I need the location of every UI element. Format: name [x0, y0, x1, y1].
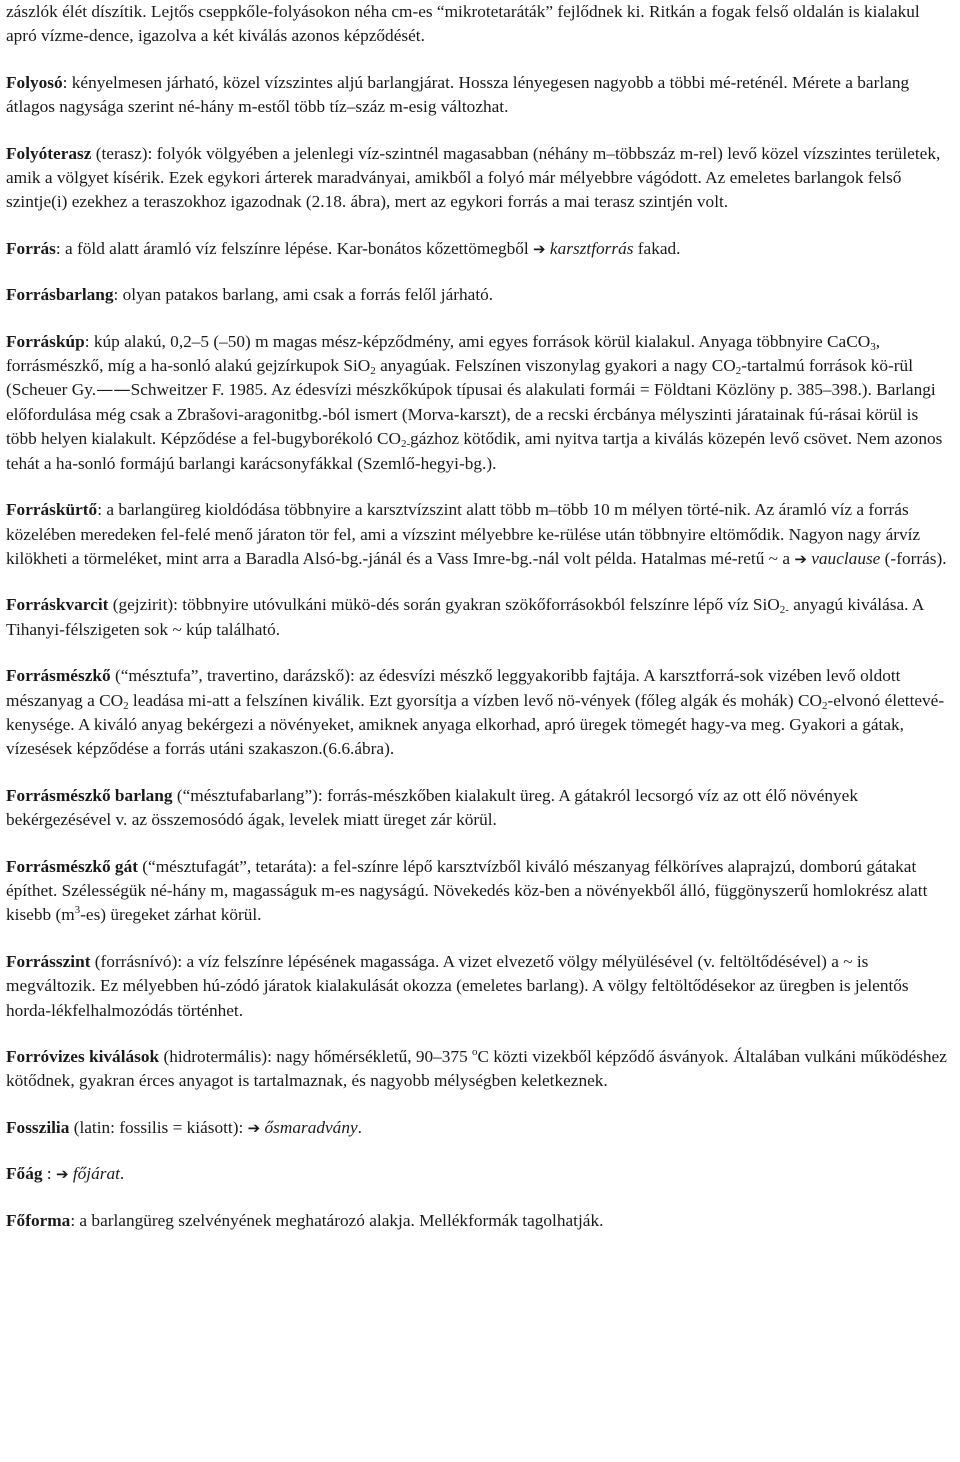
entry-text: (latin: fossilis = kiásott):	[69, 1117, 248, 1137]
entry-term: Folyóterasz	[6, 143, 92, 163]
entry-term: Fosszilia	[6, 1117, 70, 1137]
entry-term: Folyosó	[6, 72, 63, 92]
entry-text: : kúp alakú, 0,2–5 (–50) m magas mész-képződmény, ami egyes források körül kialakul. Anyaga többnyire CaCO	[84, 331, 871, 351]
entry-text: Schweitzer F. 1985. Az édesvízi mészkőkúpok típusai és alakulati formái = Földtani Közlöny p. 385–398.). Barlangi előfordulása még csak a Zbrašovi-aragonitbg.-ból ismert (Morva-karszt), de a recski ércbánya mélyszinti járatainak fú-rásai körül is több helyen kialakult. Képződése a fel-bugyborékoló CO	[6, 380, 936, 449]
document-page	[6, 0, 950, 1233]
entry-tail: fakad.	[633, 238, 681, 258]
entry-forraskup	[6, 330, 950, 476]
entry-forrasbarlang	[6, 283, 950, 307]
entry-text: (gejzirit): többnyire utóvulkáni mükö-dés során gyakran szökőforrásokból felszínre lépő víz SiO	[108, 595, 780, 615]
cross-reference: vauclause	[811, 548, 881, 568]
entry-term: Forrásbarlang	[6, 285, 114, 305]
cross-reference: karsztforrás	[549, 238, 634, 258]
entry-text: (terasz): folyók völgyében a jelenlegi víz-szintnél magasabban (néhány m–többszáz m-rel) levő közel vízszintes területek, amik a völgyet kísérik. Ezek egykori árterek maradványai, amikből a folyó már mélyebbre vágódott. Az emeletes barlangok felső szintje(i) ezekhez a teraszokhoz igazodnak (2.18. ábra), mert az egykori forrás a mai terasz szintjén volt.	[6, 143, 941, 212]
entry-forrasmesz	[6, 664, 950, 762]
entry-text: : a barlangüreg kioldódása többnyire a karsztvízszint alatt több m–több 10 m mélyen törté-nik. Az áramló víz a forrás közelében meredeken fel-felé menő járaton tör fel, ami a vízszint mélyebbre ke-rülése után többnyire eltömődik. Nagyon nagy árvíz kilökheti a törmeléket, mint arra a Baradla Alsó-bg.-jánál és a Vass Imre-bg.-nál volt példa. Hatalmas mé-retű ~ a	[6, 500, 921, 568]
subscript: 3	[870, 340, 876, 353]
entry-text: : olyan patakos barlang, ami csak a forrás felől járható.	[113, 285, 494, 305]
entry-term: Forráskúp	[6, 331, 85, 351]
arrow-right-icon: ➔	[533, 239, 546, 258]
subscript: 2	[822, 699, 828, 712]
entry-text: (hidrotermális): nagy hőmérsékletű, 90–375	[159, 1047, 473, 1066]
entry-text: :	[42, 1164, 56, 1184]
entry-text: , forrásmészkő, míg a ha-sonló alakú gejzírkupok SiO	[6, 331, 881, 376]
arrow-right-icon: ➔	[55, 1165, 69, 1184]
entry-term: Forrásmészkő	[6, 666, 111, 686]
entry-text: (forrásnívó): a víz felszínre lépésének magassága. A vizet elvezető völgy mélyülésével (v. feltöltődésével) a ~ is megváltozik. Ez mélyebben hú-zódó járatok kialakulását okozza (emeletes barlang). A völgy feltöltődésekor az üregben is jelentős horda-lékfelhalmozódás történhet.	[6, 951, 909, 1020]
subscript: 2	[123, 699, 129, 712]
entry-forraskvarcit	[6, 593, 950, 642]
entry-text: (“mésztufabarlang”): forrás-mészkőben kialakult üreg. A gátakról lecsorgó víz az ott élő növények bekérgezésével v. az összemosódó ágak, levelek miatt üreget zár körül.	[6, 785, 858, 830]
subscript: 2-	[400, 438, 411, 451]
subscript: 2	[370, 365, 376, 378]
superscript: o	[472, 1046, 478, 1058]
entry-fosszilia	[6, 1116, 950, 1140]
entry-text: : a barlangüreg szelvényének meghatározó alakja. Mellékformák tagolhatják.	[70, 1210, 604, 1230]
arrow-right-icon: ➔	[794, 549, 807, 568]
entry-term: Forrásmészkő gát	[6, 856, 138, 876]
entry-forrasmesz-barlang	[6, 784, 950, 833]
entry-term: Főforma	[6, 1210, 71, 1230]
entry-text: leadása mi-att a felszínen kiválik. Ezt gyorsítja a vízben levő nö-vények (főleg algák és mohák) CO	[128, 690, 823, 710]
entry-tail: .	[357, 1117, 362, 1137]
entry-text: C közti vizekből képződő ásványok. Általában vulkáni működéshez kötődnek, gyakran érces anyagot is tartalmaznak, és nagyobb mélységben keletkeznek.	[6, 1047, 947, 1091]
entry-term: Forrásmészkő barlang	[6, 785, 173, 805]
intro-paragraph	[6, 0, 950, 49]
entry-text: -elvonó élettevé-kenysége. A kiváló anyag bekérgezi a növényeket, amiknek anyaga elkorhad, apró üregek tömegét hagy-va meg. Gyakori a gátak, vízesések képződése a forrás utáni szakaszon.(6.6.ábra).	[6, 690, 945, 759]
subscript: 2-	[779, 604, 789, 617]
entry-text: (“mésztufa”, travertino, darázskő): az édesvízi mészkő leggyakoribb fajtája. A karsztforrá-sok vizében levő oldott mészanyag a CO	[6, 666, 901, 710]
entry-term: Forróvizes kiválások	[6, 1047, 160, 1066]
intro-text: zászlók élét díszítik. Lejtős cseppkőle-folyásokon néha cm-es “mikrotetaráták” fejlődnek ki. Ritkán a fogak felső oldalán is kialakul apró vízme-dence, igazolva a két kiválás azonos képződését.	[6, 2, 920, 46]
cross-reference: főjárat	[72, 1164, 120, 1184]
subscript: 2	[735, 365, 742, 378]
entry-foag	[6, 1162, 950, 1186]
entry-text: gázhoz kötődik, ami nyitva tartja a kiválás közepén levő csövet. Nem azonos tehát a ha-sonló formájú barlangi karácsonyfákkal (Szemlő-hegyi-bg.).	[6, 429, 943, 473]
entry-forras	[6, 237, 950, 261]
entry-text: -tartalmú források kö-rül (Scheuer Gy.	[6, 356, 913, 400]
entry-text: : a föld alatt áramló víz felszínre lépése. Kar-bonátos kőzettömegből	[55, 238, 534, 258]
entry-foforma	[6, 1209, 950, 1233]
entry-folyoterasz	[6, 142, 950, 215]
entry-forrasmesz-gat	[6, 855, 950, 928]
entry-term: Főág	[6, 1164, 43, 1184]
arrow-right-icon: ➔	[247, 1118, 261, 1137]
entry-forrasszint	[6, 950, 950, 1023]
entry-tail: (-forrás).	[880, 548, 947, 568]
entry-text: : kényelmesen járható, közel vízszintes aljú barlangjárat. Hossza lényegesen nagyobb a többi mé-reténél. Mérete a barlang átlagos nagysága szerint né-hány m-estől több tíz–száz m-esig változhat.	[6, 72, 910, 117]
entry-term: Forráskürtő	[6, 500, 98, 520]
superscript: 3	[74, 904, 81, 917]
entry-forraskurto	[6, 498, 950, 571]
entry-tail: .	[119, 1164, 125, 1184]
entry-term: Forrásszint	[6, 951, 91, 971]
entry-forrovizes	[6, 1045, 950, 1094]
entry-text: anyagúak. Felszínen viszonylag gyakori a nagy CO	[375, 356, 736, 376]
cross-reference: ősmaradvány	[264, 1117, 358, 1137]
entry-text: -es) üregeket zárhat körül.	[80, 905, 262, 925]
entry-text: anyagú kiválása. A Tihanyi-félszigeten sok ~ kúp található.	[6, 595, 924, 639]
entry-folyoso	[6, 71, 950, 120]
entry-term: Forráskvarcit	[6, 595, 109, 615]
em-dash: ——	[96, 380, 131, 401]
entry-text: (“mésztufagát”, tetaráta): a fel-színre lépő karsztvízből kiváló mészanyag félköríves alaprajzú, domború gátakat építhet. Szélességük né-hány m, magasságuk m-es nagyságú. Növekedés köz-ben a növényekből álló, függönyszerű homlokrész alatt kisebb (m	[6, 856, 928, 925]
entry-term: Forrás	[6, 238, 56, 258]
